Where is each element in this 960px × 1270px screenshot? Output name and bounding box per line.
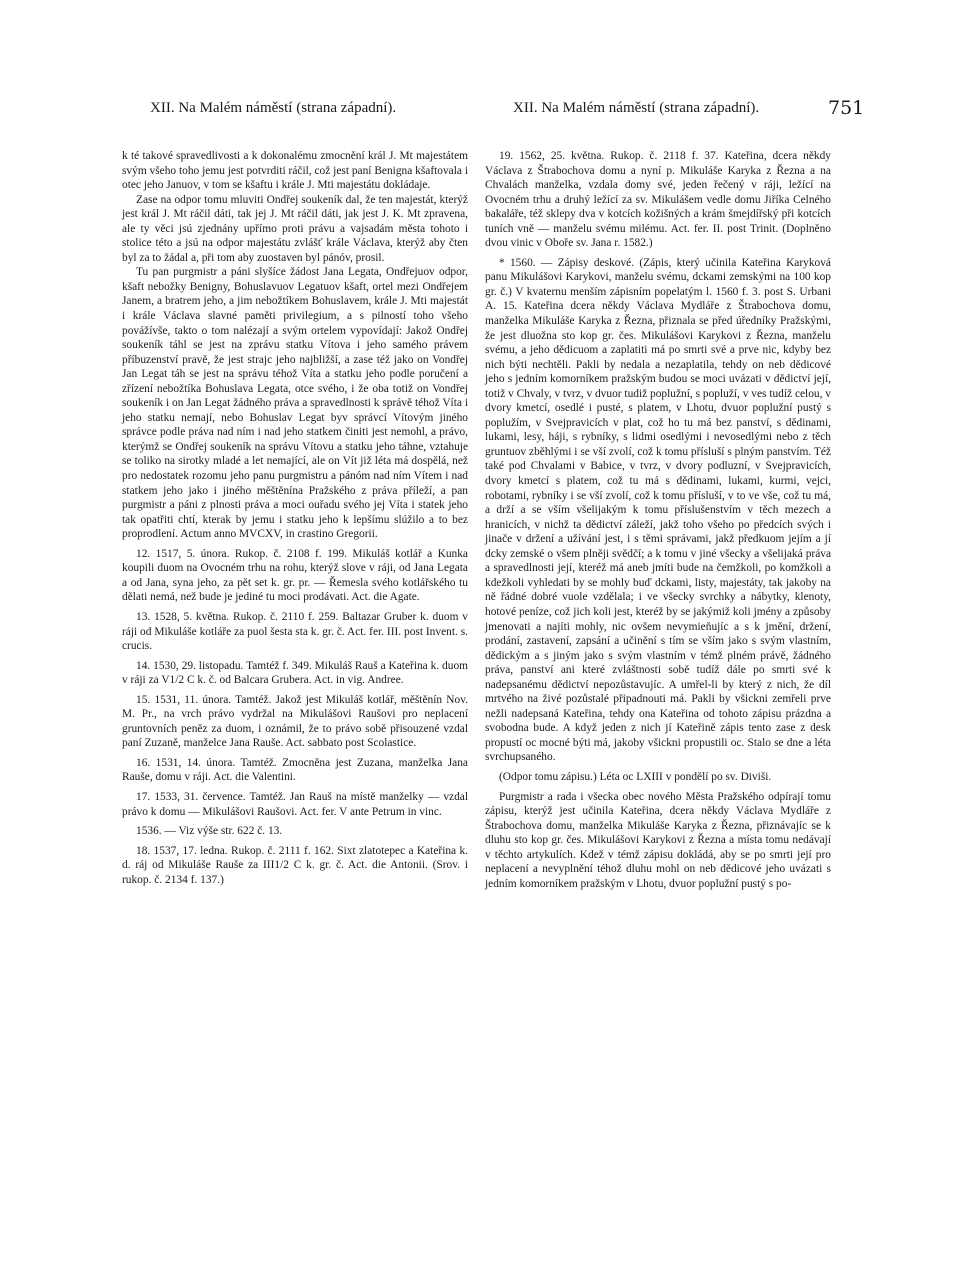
entry-18: 18. 1537, 17. ledna. Rukop. č. 2111 f. 162. Sixt zlatotepec a Kateřina k. d. ráj od Mikuláše Rauše za III1/2 C k. gr. č. Act. die Antonii. (Srov. i rukop. č. 2134 f. 137.) [122, 844, 468, 886]
left-column [122, 149, 468, 887]
running-header-right: XII. Na Malém náměstí (strana západní). [513, 100, 760, 116]
entry-12: 12. 1517, 5. února. Rukop. č. 2108 f. 199. Mikuláš kotlář a Kunka koupili duom na Ovocném trhu na rohu, kterýž slove v ráji, od Jana Legata a od Jana, syna jeho, za pět set k. gr. pr. — Řemesla svého kotlářského tu dělati nemá, než bude je jediné tu moci prodávati. Act. die Agate. [122, 547, 468, 604]
entry-19: 19. 1562, 25. května. Rukop. č. 2118 f. 37. Kateřina, dcera někdy Václava z Štrabochova domu a nyní p. Mikuláše Karyka z Řezna a na Chvalách manželka, vzdala domy své, jeden řečený v ráji, ležící na Ovocném trhu a druhý ležící za sv. Mikulášem vedle domu Jiříka Celného bakaláře, též sklepy dva v kotcích kožišných a krám šmejdířský při kotcích tuních vně — manželu svému milému. Act. fer. II. post Trinit. (Doplněno dvou vinic v Oboře sv. Jana r. 1582.) [485, 150, 831, 250]
entry-17: 17. 1533, 31. července. Tamtéž. Jan Rauš na místě manželky — vzdal právo k domu — Mikulášovi Raušovi. Act. fer. V ante Petrum in vinc. [122, 790, 468, 818]
entry-1536: 1536. — Viz výše str. 622 č. 13. [136, 825, 283, 838]
entry-14: 14. 1530, 29. listopadu. Tamtéž f. 349. Mikuláš Rauš a Kateřina k. duom v ráji za V1/2 C k. č. od Balcara Grubera. Act. in vig. Andree. [122, 659, 468, 687]
paragraph: Zase na odpor tomu mluviti Ondřej soukeník dal, že ten majestát, kterýž jest král J. Mt ráčil dáti, tak jej J. Mt ráčil dáti, jak jest J. K. Mt zpravena, ale ty věci jsú zjednány upřímo proti právu a vajsadám města tohoto i stolice této a jsú na odpor majestátu zvlášť krále Václava, kterýž aby čten byl za to žádal a, při tom aby zuostaven byl pánóv, prosil. [122, 193, 468, 264]
entry-1560: * 1560. — Zápisy deskové. (Zápis, který učinila Kateřina Karyková panu Mikulášovi Karykovi, manželu svému, dckami zemskými na 100 kop gr. č.) V kvaternu menším zápisním popelatým l. 1560 f. 3. post S. Urbani A. 15. Kateřina dcera někdy Václava Mydláře z Štrabochova domu, manželka Mikuláše Karyka z Řezna, přiznala se před úředníky Pražskými, že jest dluožna sto kop gr. čes. Mikulášovi Karykovi z Řezna, manželu svému, a jeho dědicuom a zaplatiti má po smrti své a prve nic, kdyby bez nich býti nechtěli. Pakli by nedala a nezaplatila, tehdy on neb dědicové jeho s jedním komorníkem pražským budou se moci uvázati v dědictví její, totiž v Chvaly, v tvrz, v dvuor tudiž poplužní, s popluží, v ves tudíž celou, v dvory kmetcí, osedlé i pusté, s platem, v Lhotu, dvuor poplužní pustý s poplužím, v Svejpravicích v plat, což ho tu má bez panství, s dědinami, lukami, lesy, háji, s rybníky, s lidmi osedlými i nevosedlými nebo z těch gruntuov zběhlými i se vší zvolí, což k tomu přísluší s plným panstvím. Též také pod Chvalami v Babice, v tvrz, v dvory podluzní, v Svejpravicích, dvory kmetcí s platem, což tu má s dědinami, lukami, kurmi, vejci, robotami, rybníky i se vší zvolí, což k tomu přísluší, v to ve vše, což tu má, a drží a se vším všelijakým k tomu příslušenstvím v těch mezech a hranicích, v nichž ta dědictví záleží, jakž toho všeho po předcích svých i jinače v držení a užívání jest, i s těmi správami, jakž předkuom jejím a jí dcky zemské o všem plněji svědčí; a k tomu v jiné všecky a všelijaká práva a spravedlnosti její, kteréž má aneb jmíti bude na čemžkoli, po komžkoli a kdežkoli vyhledati by se mohly buď dckami, listy, majestáty, tak jakoby na ně řádné dobré vuole vzdělala; i ve všecky svrchky a nábytky, klenoty, hotové peníze, což jich koli jest, kteréž by se jakýmiž koli jmény a způsoby jmenovati a najíti mohly, nic ovšem nevymieňujíc a s k jmění, držení, prodání, zastavení, zapsání a učinění s tím se vším jako s svým vlastním, dědickým a s jiným jako s svým vlastním v témž plném právě, žádného práva, panství ani které zvláštnosti sobě tudíž dále po smrti své k nadepsanému dědictví nepozůstavujíc. A umřel-li by který z nich, že díl mrtvého na živé pozůstalé připadnouti má. Pakli by všickni zemřeli prve nežli nadepsaná Kateřina, tehdy ona Kateřina od tohoto zápisu prázdna a svobodna bude. A když jeden z nich jí Kateřině zápis tento zase z desk propustí oc mocné býti má, jakoby všickni propustili oc. Stalo se dne a léta svrchupsaného. [485, 256, 831, 764]
page-number: 751 [828, 97, 865, 119]
entry-16: 16. 1531, 14. února. Tamtéž. Zmocněna jest Zuzana, manželka Jana Rauše, domu v ráji. Act. die Valentini. [122, 756, 468, 784]
right-column [485, 149, 831, 891]
paragraph: (Odpor tomu zápisu.) Léta oc LXIII v pondělí po sv. Diviši. [499, 770, 772, 783]
paragraph: Tu pan purgmistr a páni slyšíce žádost Jana Legata, Ondřejuov odpor, kšaft nebožky Benigny, Bohuslavuov Legatuov kšaft, ortel mezi Ondřejem Janem, a bratrem jeho, a jim nebožtíkem Bohuslavem, krále J. Mti majestát i krále Václava slavné paměti privilegium, a s pilností toho všeho povážívše, takto o tom nalézají a svým ortelem vypovídají: Jakož Ondřej soukeník táhl se jest na zprávu statku Vítova i jeho samého právem příbuzenství pravě, že jest strajc jeho najbližší, a zase též jako on Vondřej Jan Legat táh se jest na správu téhož Víta a statku jeho podle poručení a zřízení nebožtíka Bohuslava Legata, otce svého, i že oba totiž on Vondřej soukeník i on Jan Legat žádného práva a spravedlnosti k správě téhož Víta i jeho statku nemají, nebo Bohuslav Legat byv správcí Vítovým jiného správce podle práva nad ním i nad jeho statkem činiti jest nemohl, a právo, kterýmž se Ondřej soukeník na správu Vítovu a statku jeho táhne, vztahuje se toliko na sirotky mladé a let nemající, ale on Vít již léta má dospělá, než pro nedostatek rozomu jeho panu purgmistru a pánóm nad ním Vítem i nad statkem jeho jako i jiného měštěnína Pražského z práva příleží, a pan purgmistr a páni z plnosti práva a moci ouřadu svého jej Víta i statek jeho tak opatřiti chtí, kterak by jemu i statku jeho k lepšímu slúžilo a to bez proprodlení. Actum anno MVCXV, in crastino Gregorii. [122, 266, 468, 541]
paragraph: Purgmistr a rada i všecka obec nového Města Pražského odpírají tomu zápisu, kterýž jest učinila Kateřina, dcera někdy Václava Mydláře z Štrabochova domu, manželka Mikuláše Karyka z Řezna, přiznávajíc se k dluhu sto kop gr. čes. Mikulášovi Karykovi z Řezna a místa tomu nedávají v těchto artykulích. Kdež v témž zápisu dokládá, aby se po smrti její pro neplacení a nevyplnění téhož dluhu mohl on neb dědicové jeho uvázati s jedním komorníkem pražským v Lhotu, dvuor poplužní pustý s po- [485, 790, 831, 890]
entry-13: 13. 1528, 5. května. Rukop. č. 2110 f. 259. Baltazar Gruber k. duom v ráji od Mikuláše kotláře za puol šesta sta k. gr. č. Act. fer. III. post Invent. s. crucis. [122, 610, 468, 653]
paragraph: k té takové spravedlivosti a k dokonalému zmocnění král J. Mt majestátem svým všeho toho jemu jest potvrditi ráčil, což jest paní Benigna kšaftovala i otec jeho Januov, v tom se kšaftu i krále J. Mti majestátu dokládaje. [122, 150, 468, 192]
entry-15: 15. 1531, 11. února. Tamtéž. Jakož jest Mikuláš kotlář, měštěnín Nov. M. Pr., na vrch právo vydržal na Mikulášovi Raušovi pro neplacení gruntovních peněz za duom, i oznámil, že to právo sobě přisouzené vzdal paní Zuzaně, manželce Jana Rauše. Act. sabbato post Scolastice. [122, 693, 468, 750]
running-header-left: XII. Na Malém náměstí (strana západní). [150, 100, 397, 116]
